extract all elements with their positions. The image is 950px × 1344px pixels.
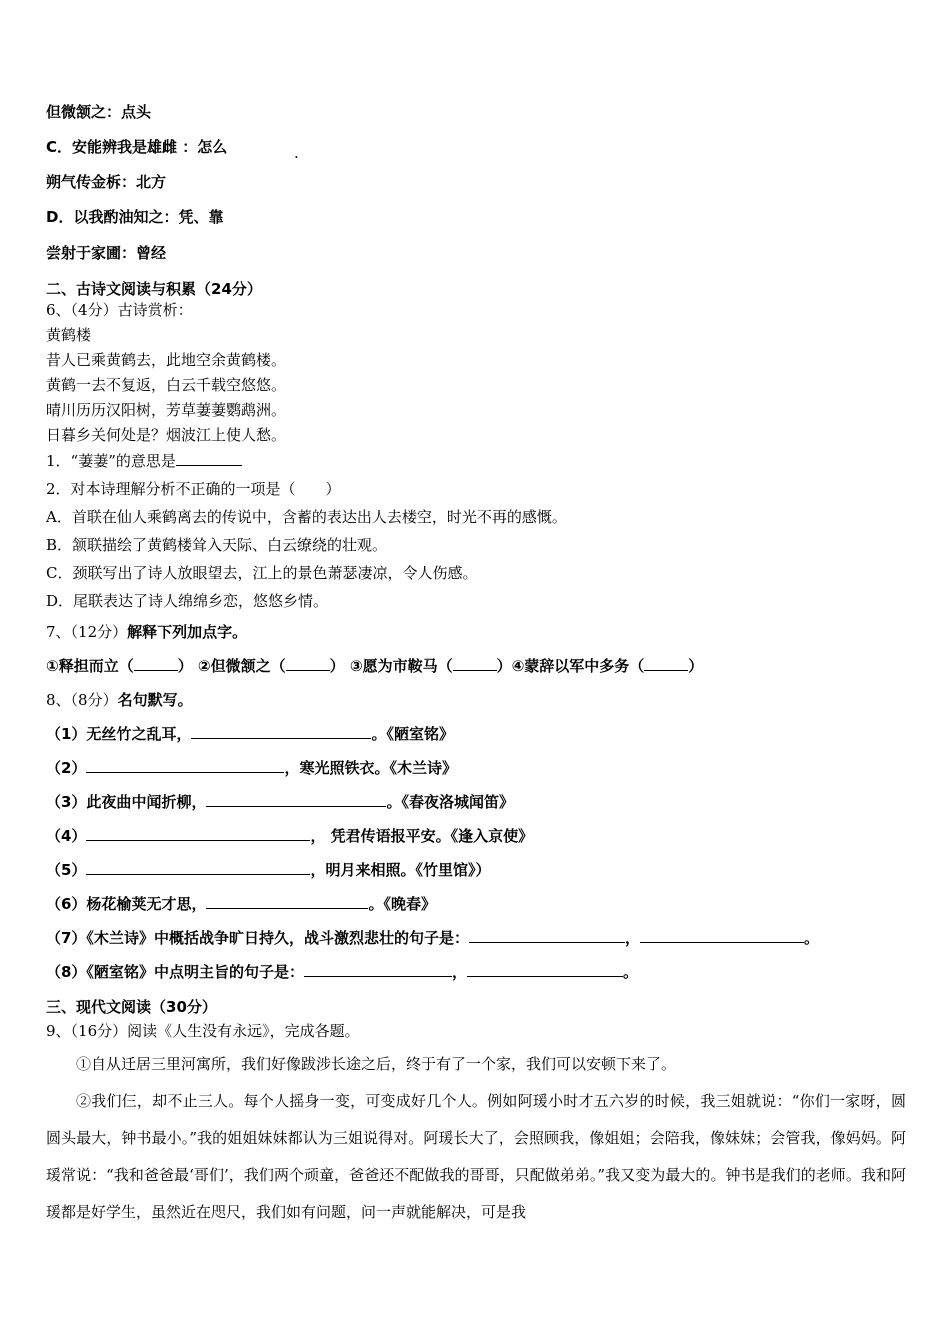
option-b-item2: 但微颔之：点头 xyxy=(46,103,152,121)
q8-instruction: 名句默写。 xyxy=(117,691,193,709)
choice-d: D．尾联表达了诗人绵绵乡恋，悠悠乡情。 xyxy=(46,592,329,610)
poem-line: 黄鹤一去不复返，白云千载空悠悠。 xyxy=(46,376,287,394)
q8-item-3 xyxy=(46,792,514,812)
q8-header xyxy=(46,690,193,710)
q8-item-text: （3）此夜曲中闻折柳， xyxy=(46,793,207,811)
q7-item: ①释担而立（ xyxy=(46,657,134,675)
q8-item-text: （2） xyxy=(46,759,87,777)
answer-blank[interactable] xyxy=(644,656,688,671)
choice-c: C．颈联写出了诗人放眼望去，江上的景色萧瑟凄凉，令人伤感。 xyxy=(46,564,478,582)
passage-paragraph-1: ①自从迁居三里河寓所，我们好像跋涉长途之后，终于有了一个家，我们可以安顿下来了。 xyxy=(76,1055,677,1073)
stray-dot: . xyxy=(294,144,299,162)
q8-item-6 xyxy=(46,894,436,914)
q8-item-2 xyxy=(46,758,457,778)
answer-blank[interactable] xyxy=(86,826,310,841)
answer-blank[interactable] xyxy=(86,758,284,773)
q8-comma: ， xyxy=(624,929,640,947)
answer-blank[interactable] xyxy=(469,928,625,943)
poem-line: 晴川历历汉阳树，芳草萋萋鹦鹉洲。 xyxy=(46,401,287,419)
q8-period: 。 xyxy=(622,963,638,981)
answer-blank[interactable] xyxy=(453,656,497,671)
answer-blank[interactable] xyxy=(304,962,452,977)
answer-blank[interactable] xyxy=(134,656,178,671)
q8-item-source: ，寒光照铁衣。《木兰诗》 xyxy=(284,759,457,777)
q8-item-source: ， 凭君传语报平安。《逢入京使》 xyxy=(310,827,534,845)
q8-item-1 xyxy=(46,724,454,744)
answer-blank[interactable] xyxy=(640,928,804,943)
q8-item-source: 。《春夜洛城闻笛》 xyxy=(386,793,514,811)
answer-blank[interactable] xyxy=(206,894,368,909)
q8-prefix: 8、（8分） xyxy=(46,691,118,709)
q8-item-text: （6）杨花榆荚无才思， xyxy=(46,895,207,913)
q6-header: 6、（4分）古诗赏析： xyxy=(46,301,193,319)
passage-paragraph-2: ②我们仨，却不止三人。每个人摇身一变，可变成好几个人。例如阿瑗小时才五六岁的时候，我三姐就说：“你们一家呀，圆圆头最大，钟书最小。”我的姐姐妹妹都认为三姐说得对。阿瑗长大了，会照顾我，像姐姐；会陪我，像妹妹；会管我，像妈妈。阿瑗常说：“我和爸爸最‘哥们’，我们两个顽童，爸爸还不配做我的哥哥，只配做弟弟。”我又变为最大的。钟书是我们的老师。我和阿瑗都是好学生，虽然近在咫尺，我们如有问题，问一声就能解决，可是我 xyxy=(46,1092,906,1221)
q8-item-source: 。《陋室铭》 xyxy=(371,725,454,743)
answer-blank[interactable] xyxy=(206,792,386,807)
q8-item-5 xyxy=(46,860,490,880)
q8-item-text: （4） xyxy=(46,827,87,845)
answer-blank[interactable] xyxy=(176,451,242,466)
q6-sub2: 2．对本诗理解分析不正确的一项是（ ） xyxy=(46,480,341,498)
q7-header xyxy=(46,622,247,642)
poem-title: 黄鹤楼 xyxy=(46,326,92,344)
q8-item-4 xyxy=(46,826,533,846)
answer-blank[interactable] xyxy=(191,724,371,739)
option-d-item1: D．以我酌油知之：凭、靠 xyxy=(46,208,224,226)
section2-heading: 二、古诗文阅读与积累（24分） xyxy=(46,280,262,298)
q8-item-8 xyxy=(46,962,638,982)
answer-blank[interactable] xyxy=(467,962,623,977)
q8-item-source: ，明月来相照。《竹里馆》） xyxy=(310,861,491,879)
q8-item-7 xyxy=(46,928,819,948)
q7-prefix: 7、（12分） xyxy=(46,623,128,641)
q9-header: 9、（16分）阅读《人生没有永远》，完成各题。 xyxy=(46,1022,360,1040)
q6-sub1 xyxy=(46,451,242,471)
q6-sub1-text: 1．“萋萋”的意思是 xyxy=(46,452,176,470)
q8-item-text: （5） xyxy=(46,861,87,879)
option-d-item2: 尝射于家圃：曾经 xyxy=(46,244,167,262)
choice-a: A．首联在仙人乘鹤离去的传说中，含蓄的表达出人去楼空，时光不再的感慨。 xyxy=(46,508,567,526)
q7-instruction: 解释下列加点字。 xyxy=(127,623,248,641)
q7-item: ） ③愿为市鞍马（ xyxy=(329,657,453,675)
section3-heading: 三、现代文阅读（30分） xyxy=(46,998,217,1016)
q8-comma: ， xyxy=(451,963,467,981)
q8-item-text: （8）《陋室铭》中点明主旨的句子是： xyxy=(46,963,304,981)
q7-item: ） xyxy=(688,657,704,675)
q7-item: ）④蒙辞以军中多务（ xyxy=(496,657,645,675)
q7-items xyxy=(46,656,703,676)
poem-line: 昔人已乘黄鹤去，此地空余黄鹤楼。 xyxy=(46,351,287,369)
poem-line: 日暮乡关何处是？烟波江上使人愁。 xyxy=(46,426,287,444)
answer-blank[interactable] xyxy=(286,656,330,671)
option-c-item1: C．安能辨我是雄雌 ：怎么 xyxy=(46,138,228,156)
choice-b: B．颔联描绘了黄鹤楼耸入天际、白云缭绕的壮观。 xyxy=(46,536,388,554)
q8-period: 。 xyxy=(803,929,819,947)
q8-item-text: （1）无丝竹之乱耳， xyxy=(46,725,192,743)
option-c-item2: 朔气传金柝：北方 xyxy=(46,173,167,191)
q7-item: ） ②但微颔之（ xyxy=(177,657,286,675)
answer-blank[interactable] xyxy=(86,860,310,875)
q8-item-text: （7）《木兰诗》中概括战争旷日持久，战斗激烈悲壮的句子是： xyxy=(46,929,469,947)
q8-item-source: 。《晚春》 xyxy=(368,895,436,913)
